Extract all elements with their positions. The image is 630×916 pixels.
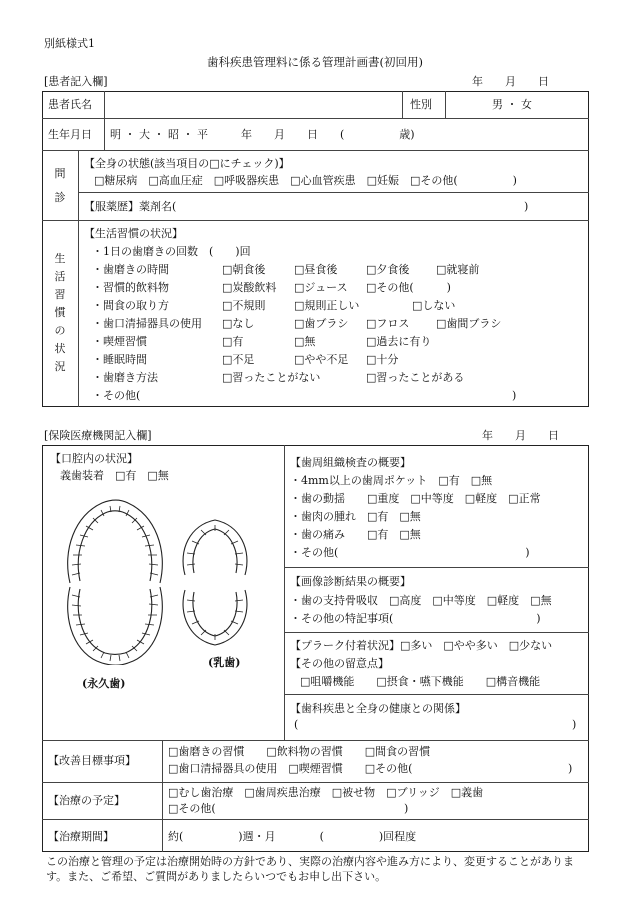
checkbox-option[interactable]: □フロス <box>366 317 410 330</box>
notes-checkboxes[interactable]: □咀嚼機能 □摂食・嚥下機能 □構音機能 <box>300 675 541 688</box>
period-value[interactable]: 約( )週・月 ( )回程度 <box>168 830 417 843</box>
checkbox-option[interactable]: □その他( ) <box>366 281 451 294</box>
checkbox-option[interactable]: □規則正しい <box>294 299 360 312</box>
treatment-close: ) <box>404 802 409 815</box>
imaging-row[interactable]: ・歯の支持骨吸収 □高度 □中等度 □軽度 □無 <box>290 594 552 607</box>
treatment-label: 【治療の予定】 <box>48 794 125 807</box>
dob-label: 生年月日 <box>48 128 92 141</box>
goals-line-2[interactable]: □歯口清掃器具の使用 □喫煙習慣 □その他( <box>168 762 413 775</box>
document-title: 歯科疾患管理料に係る管理計画書(初回用) <box>207 55 423 69</box>
sex-label: 性別 <box>410 98 432 111</box>
interview-label: 問診 <box>54 167 66 204</box>
permanent-upper-arch-icon <box>68 500 163 583</box>
checkbox-option[interactable]: □有 <box>222 335 244 348</box>
oral-status-title: 【口腔内の状況】 <box>50 452 138 465</box>
footer-note: この治療と管理の予定は治療開始時の方針であり、実際の治療内容や進み方により、変更することがあります。また、ご希望、ご質問がありましたらいつでもお申し出下さい。 <box>46 855 574 883</box>
lifestyle-row-label: ・歯磨き方法 <box>92 371 158 384</box>
checkbox-option[interactable]: □無 <box>294 335 316 348</box>
lifestyle-row-label: ・喫煙習慣 <box>92 335 147 348</box>
checkbox-option[interactable]: □炭酸飲料 <box>222 281 277 294</box>
permanent-lower-arch-icon <box>68 587 163 665</box>
lifestyle-row-label[interactable]: ・1日の歯磨きの回数 ( )回 <box>92 245 251 258</box>
sex-options[interactable]: 男 ・ 女 <box>492 98 532 111</box>
denture-line[interactable]: 義歯装着 □有 □無 <box>60 469 169 482</box>
checkbox-option[interactable]: □なし <box>222 317 255 330</box>
notes-title: 【その他の留意点】 <box>290 657 389 670</box>
checkbox-option[interactable]: □ジュース <box>294 281 348 294</box>
periodontal-row[interactable]: ・歯肉の腫れ □有 □無 <box>290 510 421 523</box>
checkbox-option[interactable]: □やや不足 <box>294 353 349 366</box>
periodontal-row[interactable]: ・4mm以上の歯周ポケット □有 □無 <box>290 474 493 487</box>
checkbox-option[interactable]: □過去に有り <box>366 335 432 348</box>
imaging-row[interactable]: ・その他の特記事項( ) <box>290 612 541 625</box>
checkbox-option[interactable]: □不足 <box>222 353 255 366</box>
checkbox-option[interactable]: □昼食後 <box>294 263 338 276</box>
clinic-section-label: [保険医療機関記入欄] <box>44 429 152 442</box>
lifestyle-row-label: ・歯磨きの時間 <box>92 263 169 276</box>
periodontal-row[interactable]: ・歯の動揺 □重度 □中等度 □軽度 □正常 <box>290 492 541 505</box>
checkbox-option[interactable]: □十分 <box>366 353 399 366</box>
checkbox-option[interactable]: □しない <box>412 299 456 312</box>
treatment-line-2[interactable]: □その他( <box>168 802 216 815</box>
checkbox-option[interactable]: □就寝前 <box>436 263 480 276</box>
lifestyle-row-label[interactable]: ・その他( <box>92 389 141 402</box>
period-label: 【治療期間】 <box>48 830 114 843</box>
imaging-title: 【画像診断結果の概要】 <box>290 575 411 588</box>
relation-open[interactable]: ( <box>294 718 299 731</box>
relation-title: 【歯科疾患と全身の健康との関係】 <box>290 702 466 715</box>
patient-section-label: [患者記入欄] <box>44 75 108 88</box>
primary-lower-arch-icon <box>183 590 247 645</box>
lifestyle-other-close: ) <box>512 389 517 402</box>
primary-teeth-label: (乳歯) <box>208 656 241 669</box>
medication-title: 【服薬歴】薬剤名( <box>84 200 177 213</box>
patient-name-label: 患者氏名 <box>48 98 92 111</box>
periodontal-row[interactable]: ・その他( ) <box>290 546 530 559</box>
checkbox-option[interactable]: □習ったことがある <box>366 371 465 384</box>
patient-date[interactable]: 年 月 日 <box>472 75 549 88</box>
checkbox-option[interactable]: □歯間ブラシ <box>436 317 502 330</box>
lifestyle-row-label: ・睡眠時間 <box>92 353 147 366</box>
relation-close: ) <box>572 718 577 731</box>
checkbox-option[interactable]: □朝食後 <box>222 263 266 276</box>
lifestyle-row-label: ・歯口清掃器具の使用 <box>92 317 202 330</box>
treatment-line-1[interactable]: □むし歯治療 □歯周疾患治療 □被せ物 □ブリッジ □義歯 <box>168 786 484 799</box>
dob-value[interactable]: 明 ・ 大 ・ 昭 ・ 平 年 月 日 ( 歳) <box>110 128 415 141</box>
checkbox-option[interactable]: □夕食後 <box>366 263 410 276</box>
checkbox-option[interactable]: □習ったことがない <box>222 371 321 384</box>
lifestyle-row-label: ・習慣的飲料物 <box>92 281 169 294</box>
plaque-line[interactable]: 【プラーク付着状況】□多い □やや多い □少ない <box>290 639 553 652</box>
form-id: 別紙様式1 <box>44 37 95 50</box>
periodontal-title: 【歯周組織検査の概要】 <box>290 456 411 469</box>
goals-label: 【改善目標事項】 <box>48 754 136 767</box>
dental-chart[interactable] <box>50 495 280 665</box>
general-condition-checkboxes[interactable]: □糖尿病 □高血圧症 □呼吸器疾患 □心血管疾患 □妊娠 □その他( ) <box>94 174 517 187</box>
clinic-date[interactable]: 年 月 日 <box>482 429 559 442</box>
patient-name-input[interactable] <box>106 94 400 116</box>
permanent-teeth-label: (永久歯) <box>82 677 126 690</box>
goals-line-1[interactable]: □歯磨きの習慣 □飲料物の習慣 □間食の習慣 <box>168 745 431 758</box>
lifestyle-title: 【生活習慣の状況】 <box>84 227 183 240</box>
primary-upper-arch-icon <box>183 520 247 575</box>
checkbox-option[interactable]: □歯ブラシ <box>294 317 349 330</box>
goals-close: ) <box>568 762 573 775</box>
medication-close: ) <box>524 200 529 213</box>
checkbox-option[interactable]: □不規則 <box>222 299 266 312</box>
lifestyle-side-label: 生活習慣の状況 <box>54 252 66 373</box>
lifestyle-row-label: ・間食の取り方 <box>92 299 169 312</box>
general-condition-title: 【全身の状態(該当項目の□にチェック)】 <box>84 157 290 170</box>
periodontal-row[interactable]: ・歯の痛み □有 □無 <box>290 528 421 541</box>
